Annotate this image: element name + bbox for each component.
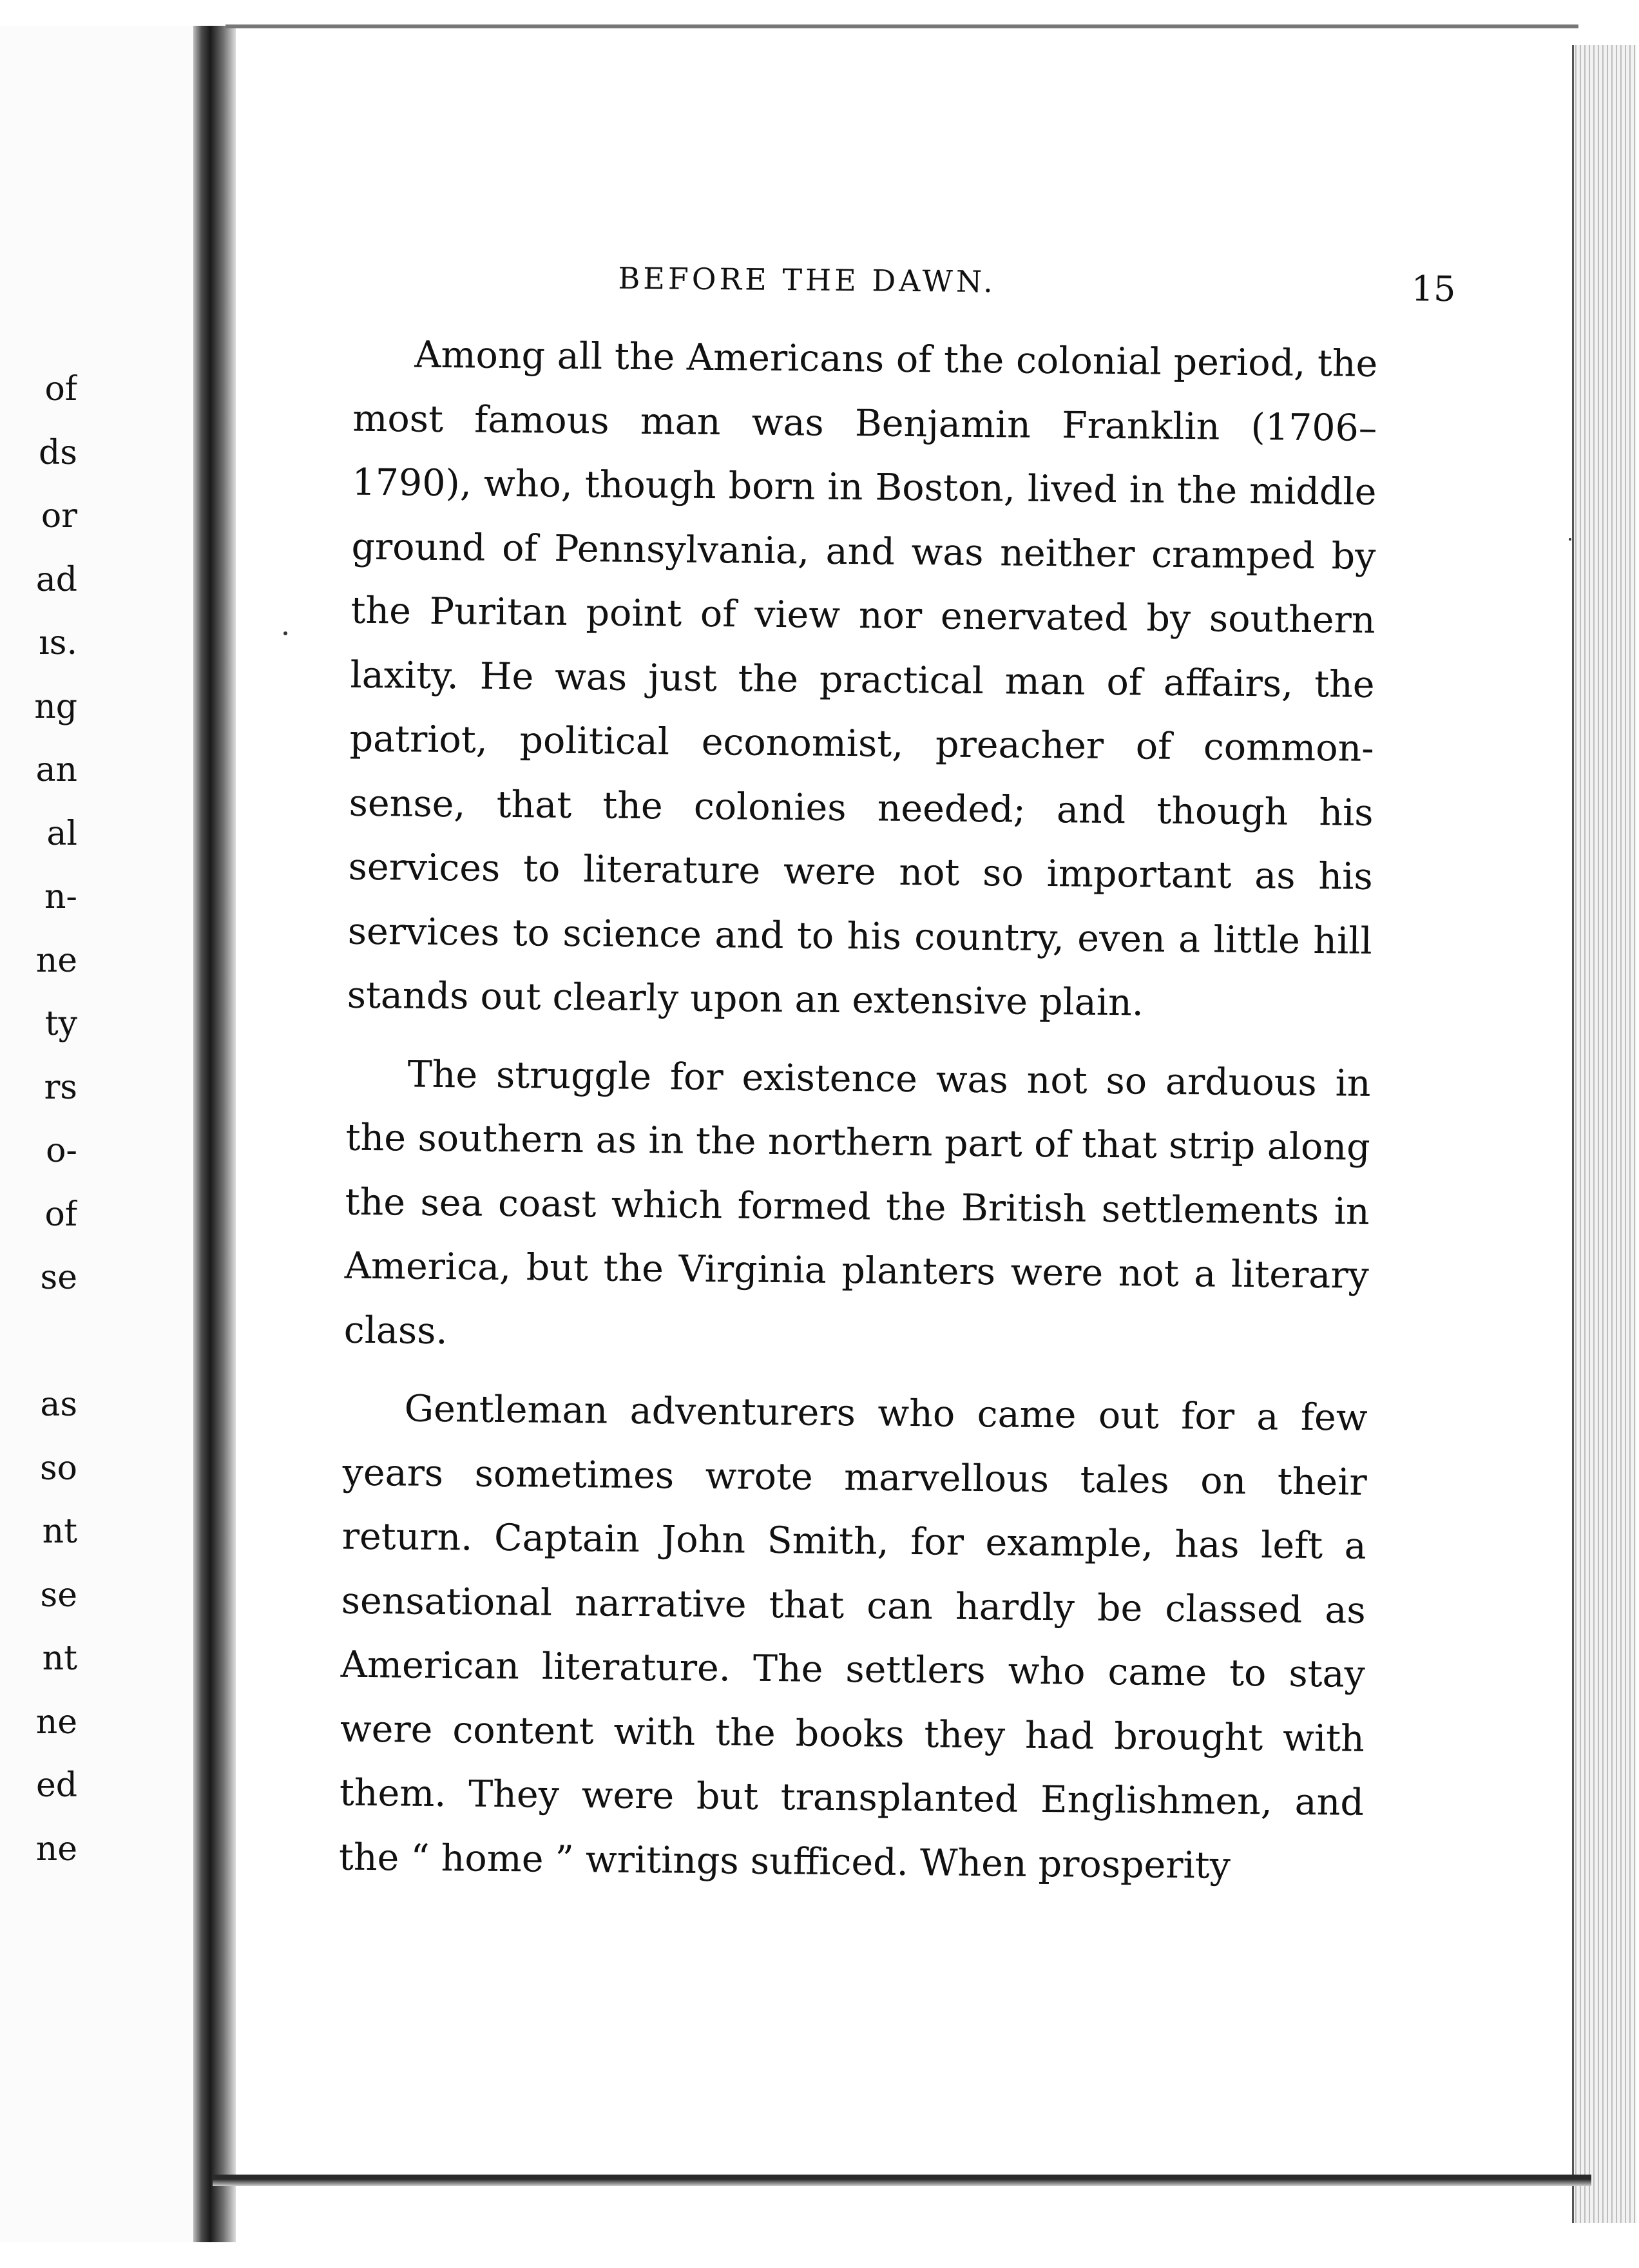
left-fragment: n- <box>44 878 77 916</box>
left-fragment: so <box>40 1448 77 1488</box>
left-page <box>0 26 193 2242</box>
page-top-edge <box>225 24 1578 28</box>
left-fragment <box>0 1310 77 1374</box>
page-stack-edge <box>1572 45 1636 2223</box>
left-fragment: nt <box>42 1512 77 1551</box>
running-head: BEFORE THE DAWN. <box>618 260 997 300</box>
left-fragment: ty <box>44 1004 77 1043</box>
left-fragment: ıs. <box>39 624 77 662</box>
stray-mark <box>1569 538 1571 541</box>
left-fragment: ds <box>39 433 77 472</box>
left-fragment: ad <box>35 560 77 599</box>
paragraph: Among all the Americans of the colonial period, the most famous man was Benjamin Franklin (1706–1790), who, though born in Boston, lived in the middle ground of Pennsylvania, and was neither cramped by the Puritan point of view nor enervated by southern laxity. He was just the practical man of affairs, the patriot, political economist, preacher of common-sense, that the colonies needed; and though his services to literature were not so important as his services to science and to his country, even a little hill stands out clearly upon an extensive plain. <box>347 333 1378 1024</box>
left-fragment: of <box>44 370 77 408</box>
left-fragment: rs <box>44 1068 77 1107</box>
page-number: 15 <box>1411 268 1456 310</box>
page-bottom-edge <box>213 2175 1591 2186</box>
left-fragment: of <box>44 1195 77 1234</box>
left-fragment: ng <box>34 687 77 726</box>
book-page <box>292 245 1469 1995</box>
left-fragment: ed <box>35 1766 77 1805</box>
left-page-fragments <box>0 358 77 1881</box>
left-fragment: or <box>41 497 77 535</box>
left-fragment: as <box>40 1385 77 1424</box>
left-fragment: ne <box>35 1702 77 1742</box>
left-fragment: al <box>46 814 77 853</box>
stray-mark <box>283 631 287 635</box>
paragraph: Gentleman adventurers who came out for a few years sometimes wrote marvellous tales on their return. Captain John Smith, for example, has left a sensational narrative that can hardly be classed as American literature. The settlers who came to stay were content with the books they had brought with them. They were but transplanted Englishmen, and the “ home ” writings sufficed. When prosperity <box>338 1387 1368 1887</box>
paragraph: The struggle for existence was not so arduous in the southern as in the northern part of that strip along the sea coast which formed the British settlements in America, but the Virginia planters were not a literary class. <box>343 1053 1371 1352</box>
book-gutter <box>193 26 236 2242</box>
left-fragment: nt <box>42 1639 77 1678</box>
body-text <box>338 323 1377 1914</box>
left-fragment: se <box>40 1258 77 1297</box>
left-fragment: se <box>40 1575 77 1615</box>
left-fragment: an <box>35 751 77 789</box>
left-fragment: o- <box>46 1131 77 1170</box>
left-fragment: ne <box>35 941 77 980</box>
left-fragment: ne <box>35 1829 77 1869</box>
page-header <box>309 245 1469 333</box>
